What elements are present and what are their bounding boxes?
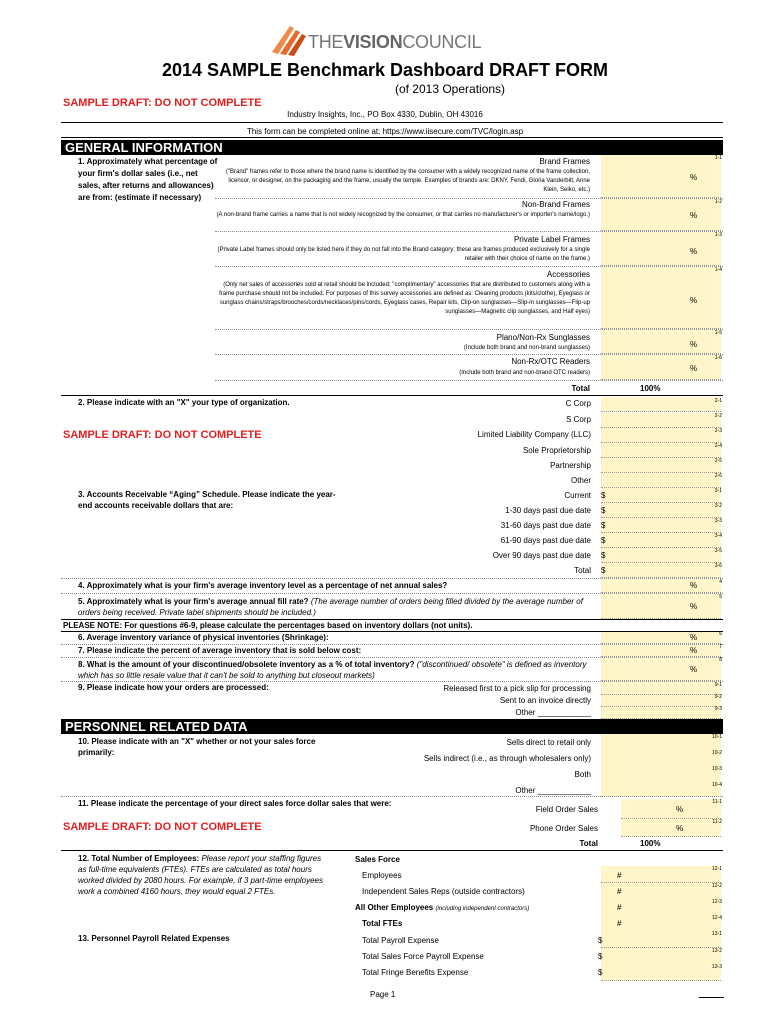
q1-item-title: Plano/Non-Rx Sunglasses (496, 333, 590, 342)
ar-row: Current (564, 491, 591, 500)
unit-label: $ (601, 566, 606, 575)
item-code: 3-2 (714, 503, 722, 509)
item-code: 7 (719, 644, 722, 650)
q11-total-value: 100% (640, 839, 661, 848)
q1-item-desc: (Include both brand and non-brand sunglasses) (463, 345, 590, 351)
item-code: 13-2 (711, 948, 722, 954)
item-code: 13-1 (711, 931, 722, 937)
employee-row: Total FTEs (362, 919, 403, 928)
unit-label: % (690, 665, 698, 674)
draft-notice-3: SAMPLE DRAFT: DO NOT COMPLETE (63, 821, 262, 833)
section-general: GENERAL INFORMATION (61, 140, 723, 155)
item-code: 5 (719, 594, 722, 600)
answer-field[interactable] (601, 267, 721, 329)
item-code: 1-6 (714, 355, 722, 361)
page-number: Page 1 (370, 990, 396, 999)
percent-unit: % (690, 173, 698, 182)
item-code: 3-3 (714, 518, 722, 524)
unit-label: $ (601, 536, 606, 545)
ar-row: 61-90 days past due date (500, 536, 591, 545)
org-type-llc: Limited Liability Company (LLC) (477, 430, 591, 439)
item-code: 2-1 (714, 398, 722, 404)
item-code: 12-1 (711, 866, 722, 872)
item-code: 10-1 (711, 734, 722, 740)
page-title: 2014 SAMPLE Benchmark Dashboard DRAFT FORM (161, 60, 609, 80)
online-url[interactable]: This form can be completed online at: https://www.iisecure.com/TVC/login.asp (246, 127, 524, 136)
org-type-other: Other (570, 476, 591, 485)
unit-label: % (690, 646, 698, 655)
unit-label: $ (601, 491, 606, 500)
q11-total-label: Total (579, 839, 598, 848)
unit-label: ("discontinued/ obsolete" is defined as inventory which has so little resale value that it can't be sold to anything but closeout markets) (78, 660, 587, 680)
item-code: 1-1 (714, 155, 722, 161)
sales-type-row: Phone Order Sales (529, 824, 598, 833)
item-code: 9-2 (714, 694, 722, 700)
q1-item-desc: (Only net sales of accessories sold at retail should be included; "complimentary" accessories that are distributed to customers along with a frame purchase should not be included. For purposes of this survey accessories are defined as: Cleaning products (kits/clothe), Eyeglass or sunglass chains/straps/brooches/cords/necklaces/pins/cords, Eyeglass cases, Repair kits, Clip-on sunglasses—Slip-in sunglasses—Flip-up sunglasses—Magnetic clip sunglasses, and Half eyes) (219, 282, 590, 315)
item-code: 1-2 (714, 199, 722, 205)
item-code: 11-1 (712, 799, 722, 805)
item-code: 13-3 (711, 964, 722, 970)
q1-item-title: Accessories (546, 270, 590, 279)
order-process-row: Sent to an invoice directly (499, 696, 591, 705)
payroll-row: Total Fringe Benefits Expense (362, 968, 469, 977)
item-code: 1-4 (714, 267, 722, 273)
unit-label: % (676, 824, 684, 833)
item-code: 1-3 (714, 232, 722, 238)
item-code: 3-1 (714, 488, 722, 494)
unit-label: $ (601, 551, 606, 560)
q8-label (78, 659, 588, 681)
percent-unit: % (690, 364, 698, 373)
item-code: 3-6 (714, 563, 722, 569)
item-code: 12-3 (711, 899, 722, 905)
logo-mark-icon (270, 22, 308, 56)
item-code: 4 (719, 579, 722, 585)
page-subtitle: (of 2013 Operations) (394, 82, 506, 96)
item-code: 2-4 (714, 443, 722, 449)
q2-label: 2. Please indicate with an "X" your type of organization. (78, 398, 290, 407)
unit-label: % (690, 602, 698, 611)
item-code: 12-4 (711, 915, 722, 921)
divider (61, 619, 723, 620)
q1-item-title: Non-Brand Frames (521, 200, 590, 209)
unit-label: # (617, 887, 622, 896)
item-code: 10-2 (711, 750, 722, 756)
section-personnel: PERSONNEL RELATED DATA (61, 719, 723, 734)
unit-label: $ (601, 506, 606, 515)
q1-item-title: Non-Rx/OTC Readers (511, 357, 590, 366)
org-type-s-corp: S Corp (566, 415, 591, 424)
q1-item-desc: ("Brand" frames refer to those where the brand name is identified by the consumer with a widely recognized name of the frame collection, licensor, or designer, on the packaging and the frame, usually the temple. Examples of brands are: DKNY, Fendi, Gloria Vanderbilt, Anne Klein, Seiko, etc.) (225, 169, 590, 193)
item-code: 9-3 (714, 706, 722, 712)
divider (61, 122, 723, 123)
q1-item-desc: (Private Label frames should only be listed here if they do not fall into the Brand category; these are frames produced exclusively for a single retailer with their choice of name on the frame.) (217, 247, 590, 262)
item-code: 1-5 (714, 330, 722, 336)
sales-force-row: Other ____________ (515, 786, 591, 795)
logo-text: THEVISIONCOUNCIL (308, 32, 482, 52)
unit-label: $ (598, 952, 603, 961)
item-code: 8 (719, 657, 722, 663)
unit-label: % (690, 633, 698, 642)
item-code: 10-4 (711, 782, 722, 788)
org-type-c-corp: C Corp (565, 399, 591, 408)
unit-label: % (690, 581, 698, 590)
item-code: 2-2 (714, 413, 722, 419)
unit-label: Please report your staffing figures as full-time equivalents (FTEs). FTEs are calculated as total hours worked divided by 2080 hours. For example, if 3 part-time employees work a combined 4160 hours, they would equal 2 FTEs. (78, 854, 324, 896)
unit-label: $ (598, 968, 603, 977)
divider (215, 380, 723, 381)
q1-item-desc: (Include both brand and non-brand OTC readers) (459, 370, 590, 376)
draft-notice-1: SAMPLE DRAFT: DO NOT COMPLETE (63, 97, 262, 109)
q1-item-title: Brand Frames (539, 157, 590, 166)
item-code: 3-4 (714, 533, 722, 539)
item-code: 10-3 (711, 766, 722, 772)
q9-label: 9. Please indicate how your orders are processed: (78, 683, 269, 692)
divider (61, 395, 723, 396)
item-code: 9-1 (714, 682, 722, 688)
q12-label (78, 853, 328, 897)
unit-label: # (617, 903, 622, 912)
item-code: 6 (719, 631, 722, 637)
logo (270, 22, 490, 58)
divider (61, 850, 723, 851)
item-code: 12-2 (711, 883, 722, 889)
please-note: PLEASE NOTE: For questions #6-9, please calculate the percentages based on inventory dollars (not units). (63, 621, 473, 630)
percent-unit: % (690, 247, 698, 256)
employee-row: Employees (362, 871, 402, 880)
item-code: 2-6 (714, 473, 722, 479)
divider (699, 997, 724, 998)
percent-unit: % (690, 211, 698, 220)
item-code: 3-5 (714, 548, 722, 554)
unit-label: (including independent contractors) (435, 906, 530, 912)
unit-label: $ (598, 936, 603, 945)
unit-label: 12. Total Number of Employees: (78, 854, 200, 863)
address: Industry Insights, Inc., PO Box 4330, Dublin, OH 43016 (287, 110, 483, 119)
ar-row: 1-30 days past due date (505, 506, 591, 515)
unit-label: (The average number of orders being filled divided by the average number of orders being received. Private label shipments should be included.) (78, 597, 583, 617)
sales-type-row: Field Order Sales (535, 805, 598, 814)
unit-label: 8. What is the amount of your discontinued/obsolete inventory as a % of total inventory? (78, 660, 415, 669)
q6-label: 6. Average inventory variance of physical inventories (Shrinkage): (78, 633, 329, 642)
employee-row: Independent Sales Reps (outside contractors) (362, 887, 525, 896)
org-type-partnership: Partnership (550, 461, 591, 470)
item-code: 2-3 (714, 428, 722, 434)
divider (61, 796, 723, 797)
unit-label: # (617, 871, 622, 880)
unit-label: # (617, 919, 622, 928)
item-code: 2-5 (714, 458, 722, 464)
ar-row: Over 90 days past due date (492, 551, 591, 560)
percent-unit: % (690, 340, 698, 349)
order-process-row: Other ____________ (515, 708, 591, 717)
unit-label: All Other Employees (355, 903, 434, 912)
employee-row (355, 903, 529, 912)
q1-total-value: 100% (640, 384, 661, 393)
q1-label: 1. Approximately what percentage of your firm's dollar sales (i.e., net sales, after returns and allowances) are from: (estimate if necessary) (78, 157, 218, 202)
unit-label: 5. Approximately what is your firm's average annual fill rate? (78, 597, 309, 606)
q13-label: 13. Personnel Payroll Related Expenses (78, 934, 230, 943)
q11-label: 11. Please indicate the percentage of your direct sales force dollar sales that were: (78, 799, 392, 808)
sales-force-row: Sells direct to retail only (506, 738, 591, 747)
payroll-row: Total Sales Force Payroll Expense (362, 952, 484, 961)
org-type-sole-prop: Sole Proprietorship (522, 446, 591, 455)
sales-force-row: Sells indirect (i.e., as through wholesalers only) (423, 754, 591, 763)
answer-field[interactable] (601, 155, 721, 198)
q7-label: 7. Please indicate the percent of average inventory that is sold below cost: (78, 646, 362, 655)
q4-label: 4. Approximately what is your firm's average inventory level as a percentage of net annual sales? (78, 581, 448, 590)
ar-row: 31-60 days past due date (500, 521, 591, 530)
item-code: 11-2 (712, 819, 722, 825)
percent-unit: % (690, 296, 698, 305)
sales-force-group: Sales Force (355, 855, 400, 864)
q10-label: 10. Please indicate with an "X" whether or not your sales force primarily: (78, 737, 316, 757)
q1-total-label: Total (571, 384, 590, 393)
ar-row: Total (574, 566, 591, 575)
q3-label: 3. Accounts Receivable “Aging” Schedule. Please indicate the year-end accounts receivable dollars that are: (78, 490, 336, 510)
order-process-row: Released first to a pick slip for processing (443, 684, 591, 693)
divider (61, 137, 723, 138)
unit-label: % (676, 805, 684, 814)
q5-label (78, 596, 598, 618)
unit-label: $ (601, 521, 606, 530)
sales-force-row: Both (574, 770, 591, 779)
q1-item-title: Private Label Frames (513, 235, 590, 244)
q1-item-desc: (A non-brand frame carries a name that is not widely recognized by the consumer, or that carries no manufacturer's or importer's name/logo.) (216, 212, 590, 218)
draft-notice-2: SAMPLE DRAFT: DO NOT COMPLETE (63, 429, 262, 441)
payroll-row: Total Payroll Expense (362, 936, 439, 945)
